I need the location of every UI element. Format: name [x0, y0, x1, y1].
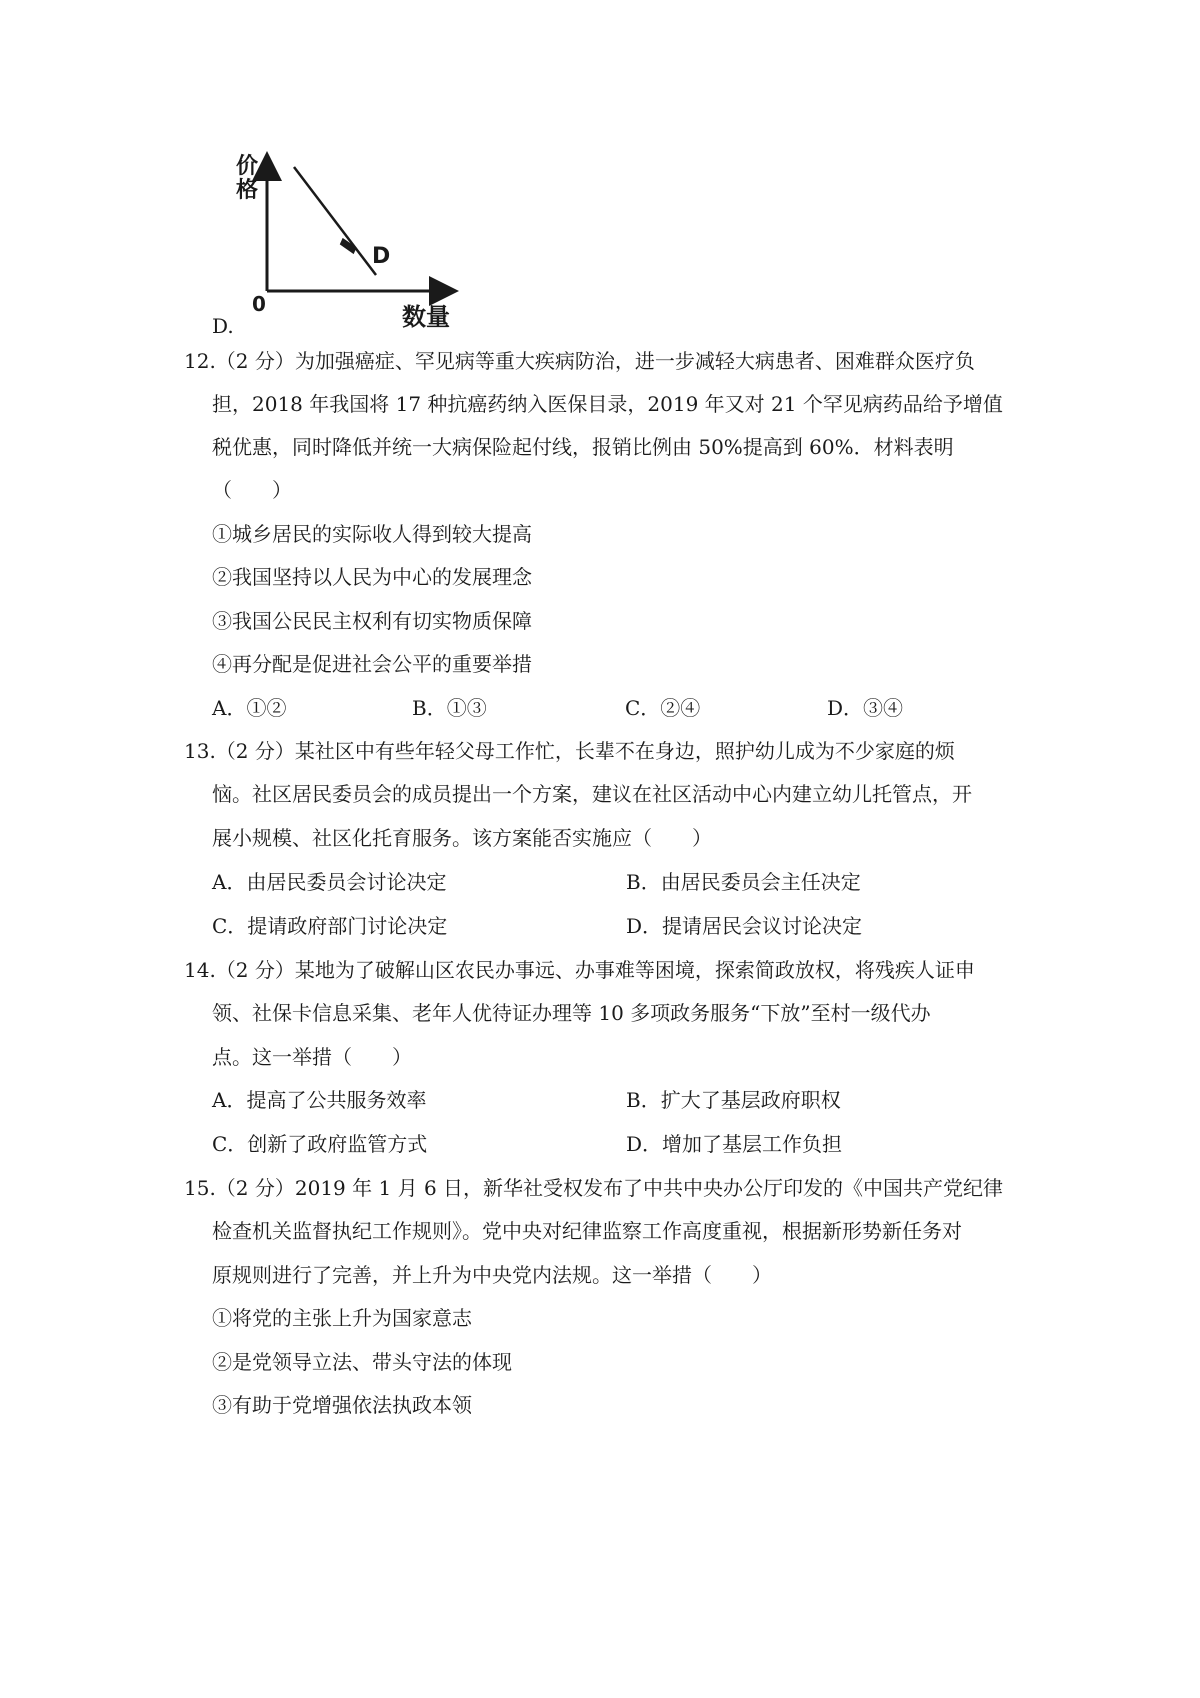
- q15-stem-line-1: 15.（2 分）2019 年 1 月 6 日，新华社受权发布了中共中央办公厅印发的《中国共产党纪律: [184, 1176, 1004, 1200]
- demand-curve: [294, 167, 376, 275]
- q15-stem-line-2: 检查机关监督执纪工作规则》。党中央对纪律监察工作高度重视，根据新形势新任务对: [212, 1219, 962, 1243]
- q12-option-d[interactable]: D．③④: [827, 696, 904, 720]
- q12-statement-3: ③我国公民民主权利有切实物质保障: [212, 609, 532, 633]
- q15-statement-3: ③有助于党增强依法执政本领: [212, 1393, 472, 1417]
- q13-stem-line-1: 13.（2 分）某社区中有些年轻父母工作忙，长辈不在身边，照护幼儿成为不少家庭的烦: [184, 739, 955, 763]
- curve-label: D: [372, 244, 391, 269]
- q12-stem-line-4: （ ）: [212, 478, 292, 502]
- q12-statement-1: ①城乡居民的实际收人得到较大提高: [212, 522, 532, 546]
- y-axis-label-2: 格: [236, 178, 259, 203]
- q15-statement-2: ②是党领导立法、带头守法的体现: [212, 1350, 512, 1374]
- q12-stem-line-3: 税优惠，同时降低并统一大病保险起付线，报销比例由 50%提高到 60%．材料表明: [212, 435, 954, 459]
- x-axis-label: 数量: [402, 303, 450, 331]
- q12-stem-line-2: 担，2018 年我国将 17 种抗癌药纳入医保目录，2019 年又对 21 个罕见病药品给予增值: [212, 392, 1003, 416]
- q14-option-a[interactable]: A．提高了公共服务效率: [212, 1088, 427, 1112]
- q13-option-b[interactable]: B．由居民委员会主任决定: [626, 870, 861, 894]
- q14-option-d[interactable]: D．增加了基层工作负担: [626, 1132, 843, 1156]
- origin-label: 0: [252, 292, 266, 316]
- q13-stem-line-2: 恼。社区居民委员会的成员提出一个方案，建议在社区活动中心内建立幼儿托管点，开: [212, 782, 972, 806]
- q15-statement-1: ①将党的主张上升为国家意志: [212, 1306, 472, 1330]
- q12-option-b[interactable]: B．①③: [412, 696, 487, 720]
- q13-option-d[interactable]: D．提请居民会议讨论决定: [626, 914, 863, 938]
- q12-stem-line-1: 12.（2 分）为加强癌症、罕见病等重大疾病防治，进一步减轻大病患者、困难群众医疗负: [184, 349, 975, 373]
- y-axis-label-1: 价: [236, 154, 259, 179]
- q14-stem-line-2: 领、社保卡信息采集、老年人优待证办理等 10 多项政务服务“下放”至村一级代办: [212, 1001, 931, 1025]
- q12-statement-4: ④再分配是促进社会公平的重要举措: [212, 652, 532, 676]
- q13-stem-line-3: 展小规模、社区化托育服务。该方案能否实施应（ ）: [212, 826, 712, 850]
- q12-option-a[interactable]: A．①②: [212, 696, 287, 720]
- q14-stem-line-1: 14.（2 分）某地为了破解山区农民办事远、办事难等困境，探索简政放权，将残疾人证申: [184, 958, 975, 982]
- demand-curve-figure: [230, 145, 500, 365]
- q15-stem-line-3: 原规则进行了完善，并上升为中央党内法规。这一举措（ ）: [212, 1263, 772, 1287]
- q14-option-b[interactable]: B．扩大了基层政府职权: [626, 1088, 841, 1112]
- q14-stem-line-3: 点。这一举措（ ）: [212, 1045, 412, 1069]
- option-d-label: D.: [212, 314, 234, 338]
- q13-option-a[interactable]: A．由居民委员会讨论决定: [212, 870, 447, 894]
- q13-option-c[interactable]: C．提请政府部门讨论决定: [212, 914, 448, 938]
- q12-statement-2: ②我国坚持以人民为中心的发展理念: [212, 565, 532, 589]
- q14-option-c[interactable]: C．创新了政府监管方式: [212, 1132, 428, 1156]
- q12-option-c[interactable]: C．②④: [625, 696, 701, 720]
